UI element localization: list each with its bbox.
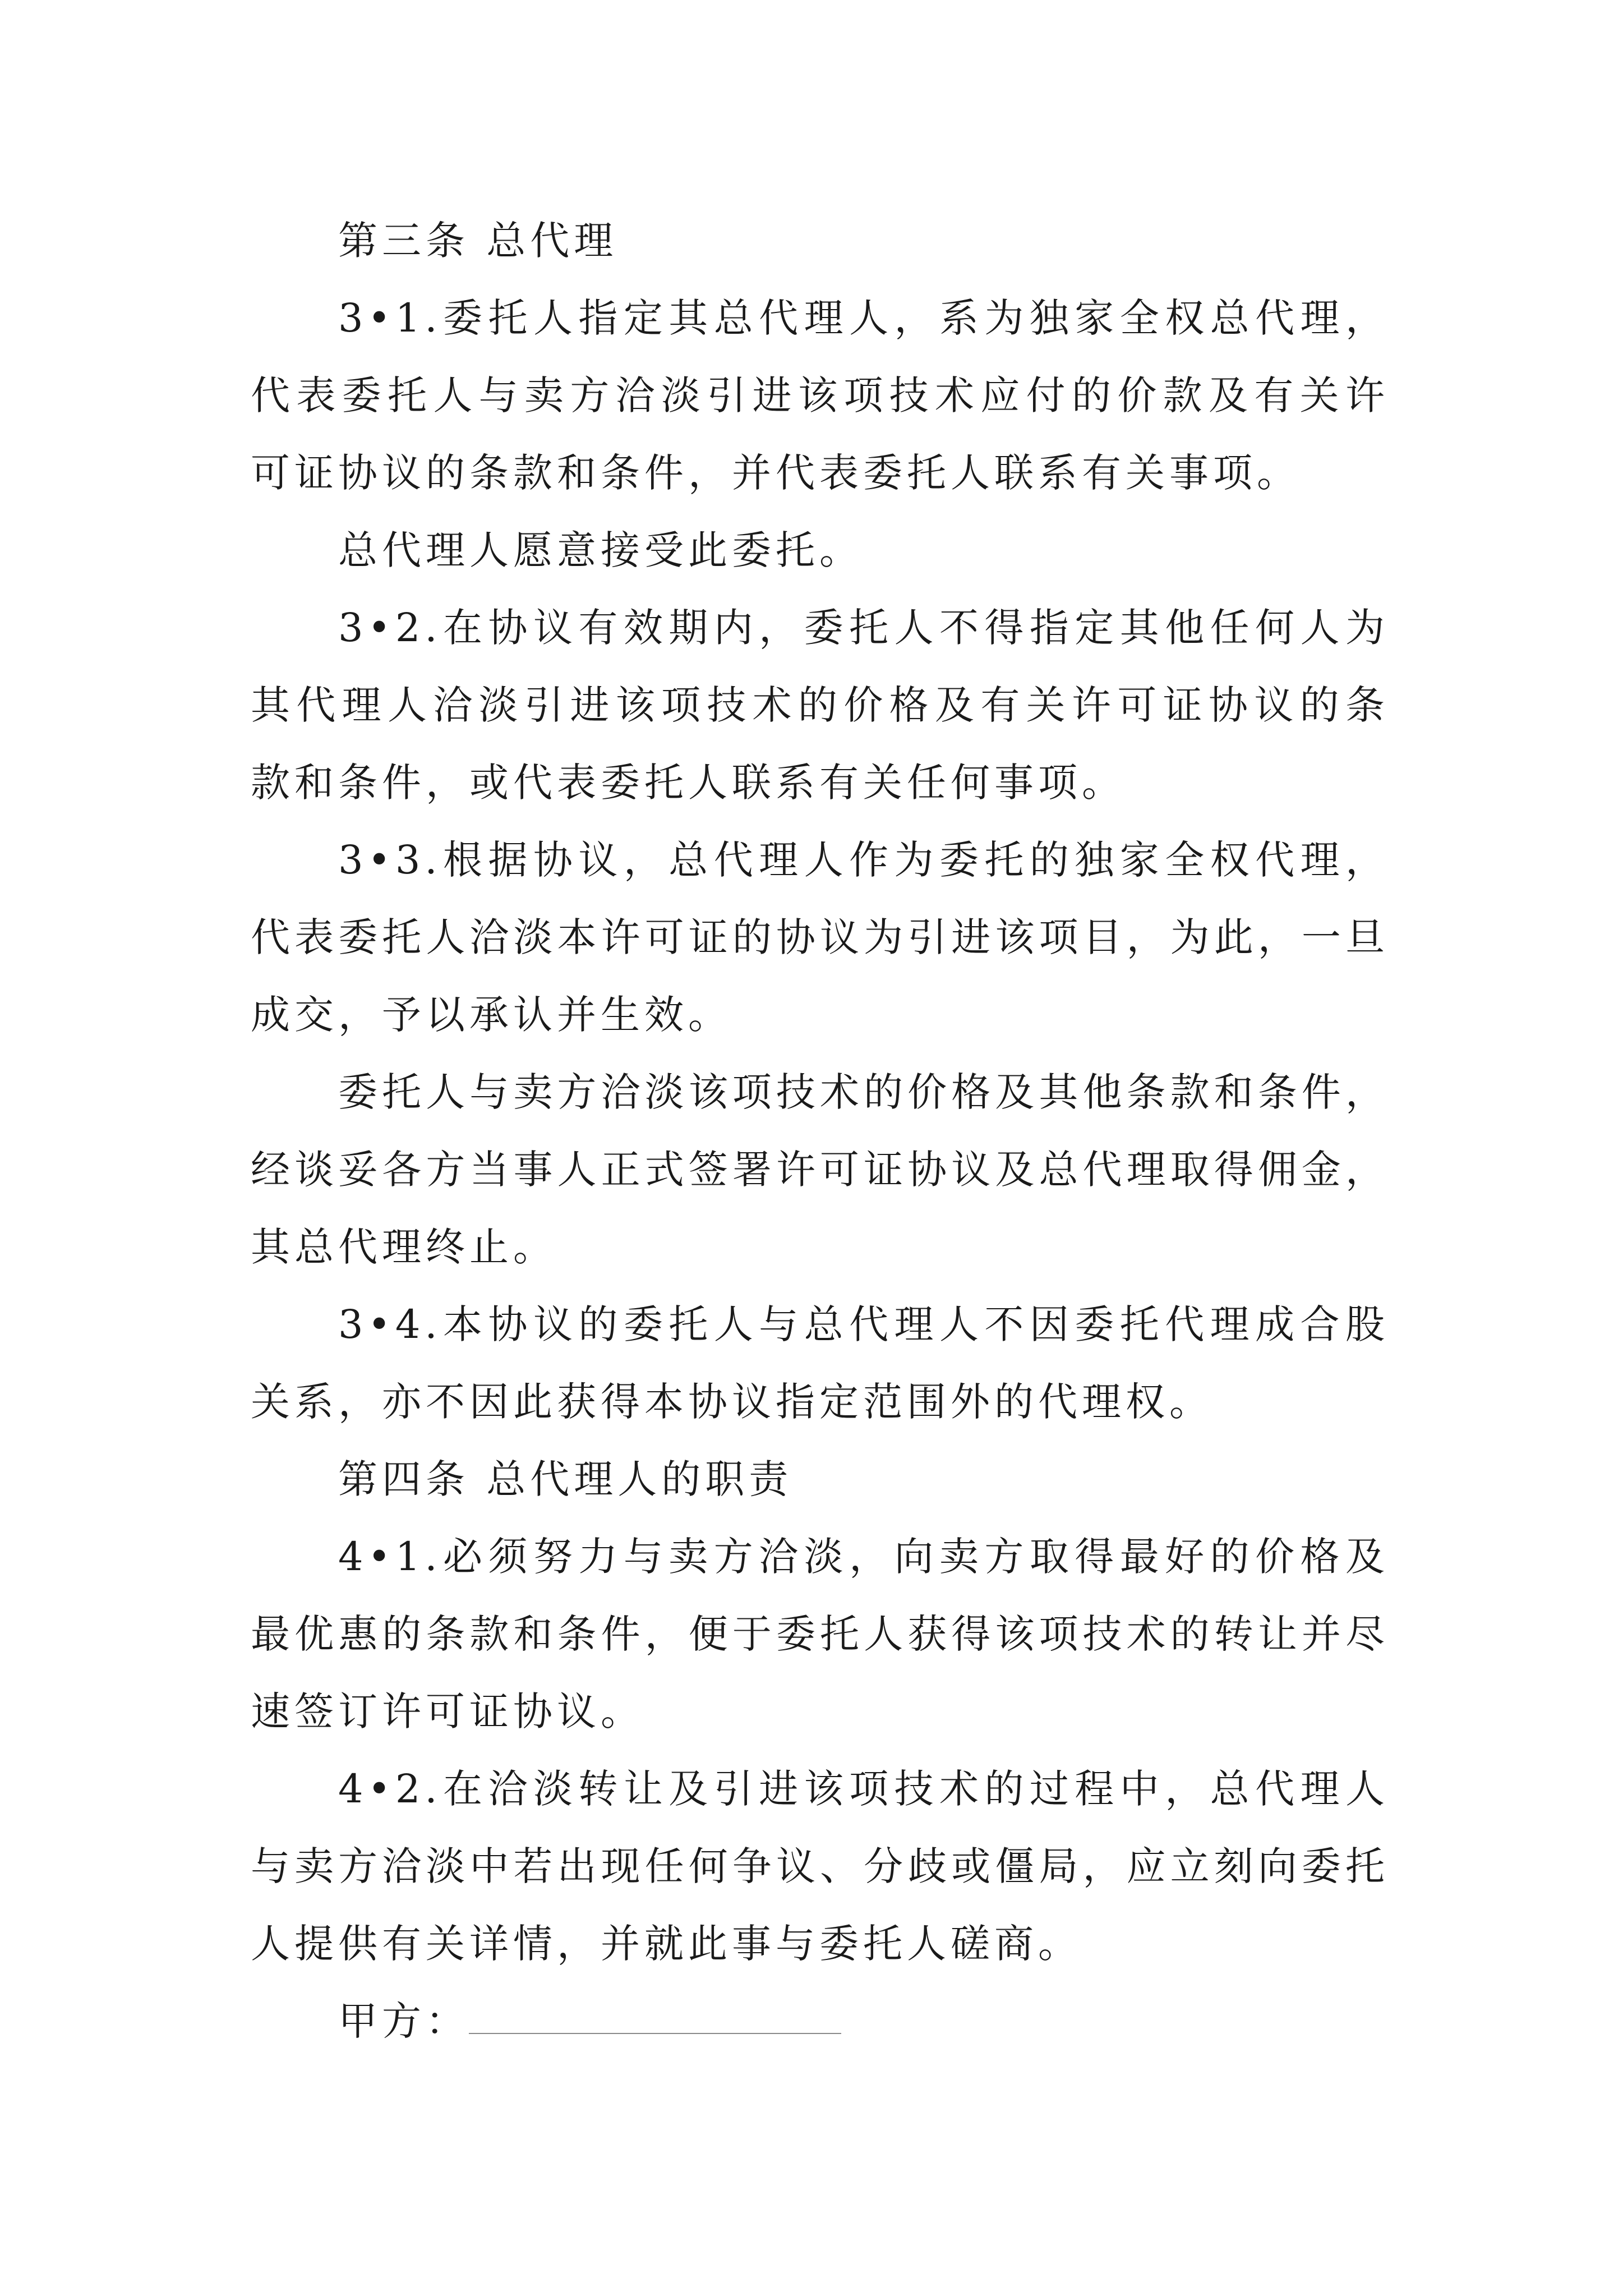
article-3-heading <box>251 202 1389 279</box>
heading-text: 第四条 总代理人的职责 <box>338 1456 793 1502</box>
paragraph-line: 其总代理终止。 <box>251 1224 557 1270</box>
clause-3-4 <box>251 1286 1389 1441</box>
article-4-heading <box>251 1441 1389 1518</box>
paragraph-line: 代表委托人与卖方洽淡引进该项技术应付的价款及有关许 <box>251 372 1389 418</box>
paragraph-line: 速签订许可证协议。 <box>251 1688 644 1734</box>
paragraph-line: 可证协议的条款和条件，并代表委托人联系有关事项。 <box>251 450 1301 496</box>
acceptance-paragraph <box>251 512 1389 589</box>
paragraph-line: 4•1.必须努力与卖方洽淡，向卖方取得最好的价格及 <box>338 1534 1389 1580</box>
paragraph-line: 款和条件，或代表委托人联系有关任何事项。 <box>251 760 1126 806</box>
paragraph-line: 3•2.在协议有效期内，委托人不得指定其他任何人为 <box>338 605 1389 651</box>
paragraph-line: 与卖方洽淡中若出现任何争议、分歧或僵局，应立刻向委托 <box>251 1843 1389 1889</box>
termination-paragraph <box>251 1053 1389 1286</box>
paragraph-line: 3•3.根据协议，总代理人作为委托的独家全权代理， <box>338 837 1389 883</box>
clause-3-2 <box>251 589 1389 821</box>
paragraph-line: 其代理人洽淡引进该项技术的价格及有关许可证协议的条 <box>251 682 1389 728</box>
paragraph-line: 总代理人愿意接受此委托。 <box>338 527 863 573</box>
signature-blank-line <box>469 2033 841 2034</box>
clause-3-3 <box>251 821 1389 1053</box>
paragraph-line: 成交，予以承认并生效。 <box>251 992 732 1038</box>
paragraph-line: 人提供有关详情，并就此事与委托人磋商。 <box>251 1921 1082 1967</box>
paragraph-line: 委托人与卖方洽淡该项技术的价格及其他条款和条件， <box>338 1069 1389 1115</box>
paragraph-line: 3•1.委托人指定其总代理人，系为独家全权总代理， <box>338 295 1389 341</box>
paragraph-line: 3•4.本协议的委托人与总代理人不因委托代理成合股 <box>338 1301 1389 1347</box>
heading-text: 第三条 总代理 <box>338 218 618 264</box>
paragraph-line: 最优惠的条款和条件，便于委托人获得该项技术的转让并尽 <box>251 1611 1389 1657</box>
paragraph-line: 4•2.在洽淡转让及引进该项技术的过程中，总代理人 <box>338 1766 1389 1812</box>
paragraph-line: 代表委托人洽淡本许可证的协议为引进该项目，为此，一旦 <box>251 914 1389 960</box>
party-a-label: 甲方： <box>338 1998 469 2044</box>
clause-4-1 <box>251 1518 1389 1750</box>
clause-4-2 <box>251 1750 1389 1982</box>
paragraph-line: 关系，亦不因此获得本协议指定范围外的代理权。 <box>251 1379 1213 1425</box>
clause-3-1 <box>251 279 1389 512</box>
paragraph-line: 经谈妥各方当事人正式签署许可证协议及总代理取得佣金， <box>251 1147 1389 1193</box>
party-a-signature <box>251 1982 1389 2060</box>
document-body <box>251 202 1389 2060</box>
